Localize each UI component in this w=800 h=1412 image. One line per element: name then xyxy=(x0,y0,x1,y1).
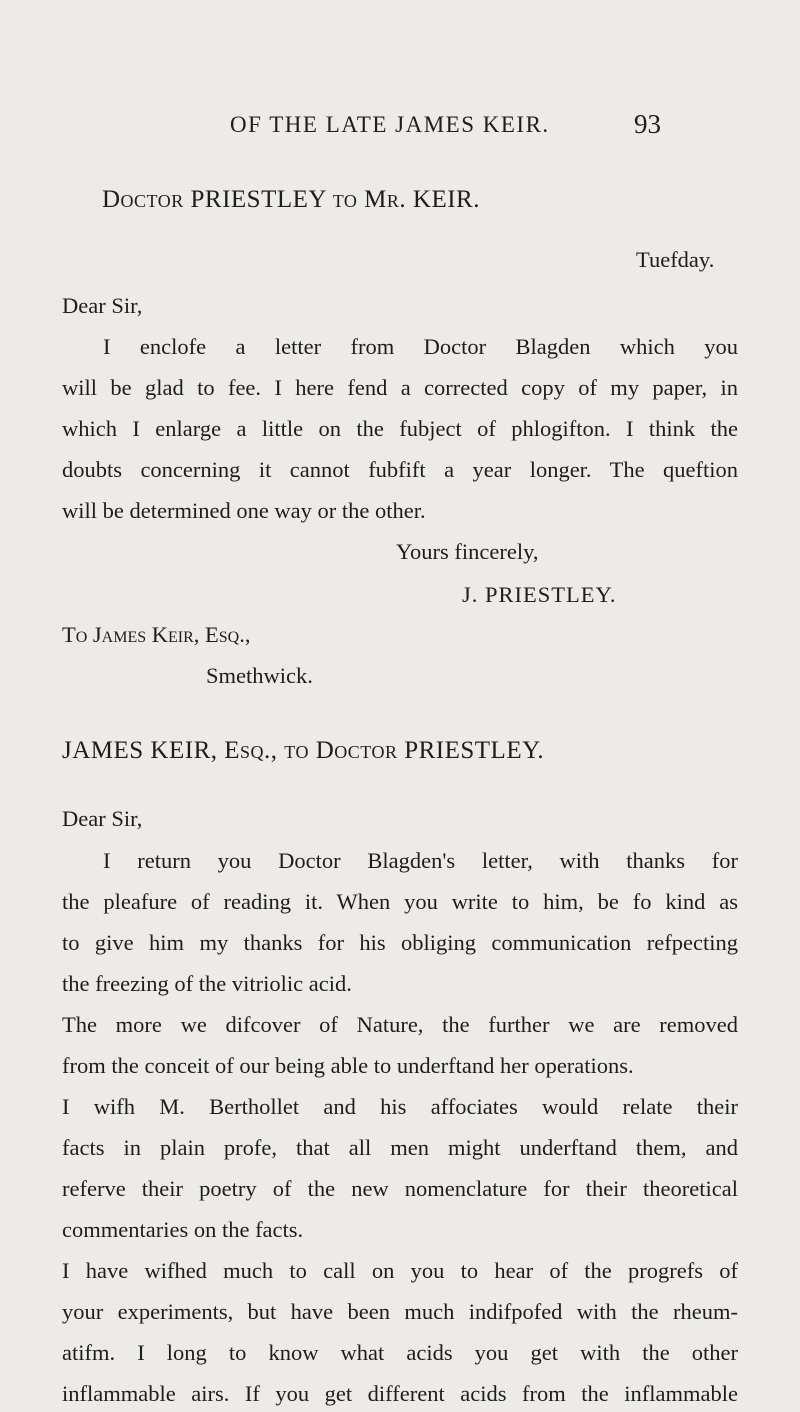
letter-1-signature: J. PRIESTLEY. xyxy=(462,582,617,607)
letter-2-line: to give him my thanks for his obliging communication refpecting xyxy=(62,930,738,955)
letter-1-address: To James Keir, Esq., xyxy=(62,622,251,647)
letter-2-salutation: Dear Sir, xyxy=(62,806,143,831)
letter-1-closing: Yours fincerely, xyxy=(396,539,539,564)
letter-2-line: facts in plain profe, that all men might underftand them, and xyxy=(62,1135,738,1160)
letter-2-line: The more we difcover of Nature, the further we are removed xyxy=(62,1012,738,1037)
letter-1-salutation: Dear Sir, xyxy=(62,293,143,318)
running-head-title: OF THE LATE JAMES KEIR. xyxy=(230,112,550,137)
letter-1-line: will be glad to fee. I here fend a corrected copy of my paper, in xyxy=(62,375,738,400)
letter-2-line: the pleafure of reading it. When you write to him, be fo kind as xyxy=(62,889,738,914)
letter-2-line: from the conceit of our being able to underftand her operations. xyxy=(62,1053,634,1078)
letter-1-line: will be determined one way or the other. xyxy=(62,498,426,523)
letter-1-line: I enclofe a letter from Doctor Blagden which you xyxy=(103,334,738,359)
letter-2-line: referve their poetry of the new nomenclature for their theoretical xyxy=(62,1176,738,1201)
letter-1-line: which I enlarge a little on the fubject of phlogifton. I think the xyxy=(62,416,738,441)
letter-2-line: I wifh M. Berthollet and his affociates would relate their xyxy=(62,1094,738,1119)
letter-2-line: your experiments, but have been much indifpofed with the rheum- xyxy=(62,1299,738,1324)
letter-1-line: doubts concerning it cannot fubfift a year longer. The queftion xyxy=(62,457,738,482)
letter-1-address-place: Smethwick. xyxy=(206,663,313,688)
letter-2-line: the freezing of the vitriolic acid. xyxy=(62,971,352,996)
letter-1-date: Tuefday. xyxy=(636,247,715,272)
letter-2-line: commentaries on the facts. xyxy=(62,1217,304,1242)
letter-2-line: I have wifhed much to call on you to hear of the progrefs of xyxy=(62,1258,738,1283)
letter-2-line: I return you Doctor Blagden's letter, with thanks for xyxy=(103,848,738,873)
page-number: 93 xyxy=(634,109,661,139)
letter-2-line: inflammable airs. If you get different acids from the inflammable xyxy=(62,1381,738,1406)
letter-2-heading: JAMES KEIR, Esq., to Doctor PRIESTLEY. xyxy=(62,737,545,764)
letter-1-heading: Doctor PRIESTLEY to Mr. KEIR. xyxy=(102,186,480,213)
letter-2-line: atifm. I long to know what acids you get with the other xyxy=(62,1340,738,1365)
